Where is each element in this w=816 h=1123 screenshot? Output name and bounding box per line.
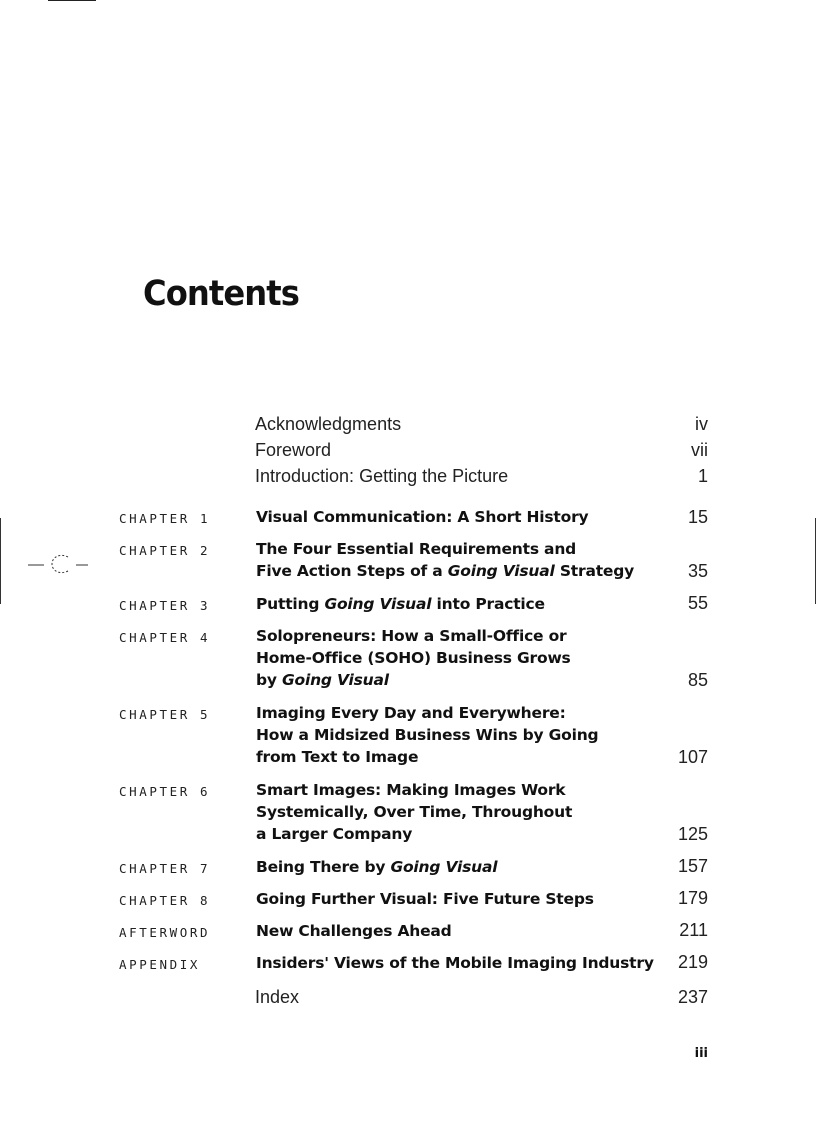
chapter-label: CHAPTER 5 <box>119 707 211 722</box>
toc-page-chapter-5: 107 <box>677 747 708 767</box>
toc-page-chapter-4: 85 <box>687 670 708 690</box>
toc-entry-acknowledgments[interactable]: Acknowledgments <box>255 414 402 434</box>
registration-mark-icon <box>22 547 98 579</box>
toc-page-chapter-6: 125 <box>677 824 708 844</box>
chapter-title-line: Going Further Visual: Five Future Steps <box>256 890 594 908</box>
left-edge-mark <box>0 518 1 604</box>
toc-entry-appendix[interactable] <box>256 952 654 974</box>
chapter-label: CHAPTER 3 <box>119 598 211 613</box>
toc-entry-afterword[interactable] <box>256 920 452 942</box>
toc-entry-chapter-2[interactable] <box>256 538 634 582</box>
appendix-label: APPENDIX <box>119 957 201 972</box>
chapter-title-line: Smart Images: Making Images Work <box>256 781 566 799</box>
chapter-title-line: Solopreneurs: How a Small-Office or <box>256 627 567 645</box>
toc-page-chapter-2: 35 <box>687 561 708 581</box>
toc-entry-chapter-3[interactable] <box>256 593 545 615</box>
afterword-label: AFTERWORD <box>119 925 211 940</box>
toc-page-index: 237 <box>677 987 708 1007</box>
toc-page-afterword: 211 <box>679 920 708 940</box>
chapter-title-line: from Text to Image <box>256 748 419 766</box>
toc-entry-chapter-6[interactable] <box>256 779 572 845</box>
toc-page-chapter-3: 55 <box>687 593 708 613</box>
page-title: Contents <box>143 274 300 314</box>
toc-page-foreword: vii <box>691 440 708 460</box>
toc-page-chapter-7: 157 <box>677 856 708 876</box>
chapter-title-line: Imaging Every Day and Everywhere: <box>256 704 566 722</box>
toc-entry-chapter-4[interactable] <box>256 625 571 691</box>
toc-page-appendix: 219 <box>677 952 708 972</box>
chapter-title-line: Being There by Going Visual <box>256 858 498 876</box>
toc-entry-index[interactable]: Index <box>255 987 300 1007</box>
page-number: iii <box>694 1046 708 1061</box>
toc-entry-introduction[interactable]: Introduction: Getting the Picture <box>255 466 509 486</box>
toc-entry-foreword[interactable]: Foreword <box>255 440 332 460</box>
chapter-title-line: How a Midsized Business Wins by Going <box>256 726 599 744</box>
toc-page-introduction: 1 <box>697 466 708 486</box>
chapter-label: CHAPTER 1 <box>119 511 211 526</box>
toc-page-acknowledgments: iv <box>695 414 708 434</box>
chapter-title-line: Putting Going Visual into Practice <box>256 595 545 613</box>
top-rule <box>48 0 96 1</box>
chapter-label: CHAPTER 2 <box>119 543 211 558</box>
toc-page-chapter-1: 15 <box>687 507 708 527</box>
chapter-label: CHAPTER 6 <box>119 784 211 799</box>
chapter-title-line: a Larger Company <box>256 825 413 843</box>
toc-entry-chapter-5[interactable] <box>256 702 598 768</box>
chapter-label: CHAPTER 4 <box>119 630 211 645</box>
toc-entry-chapter-1[interactable] <box>256 506 588 528</box>
chapter-title-line: Visual Communication: A Short History <box>256 508 589 526</box>
toc-entry-chapter-8[interactable] <box>256 888 594 910</box>
toc-page-chapter-8: 179 <box>677 888 708 908</box>
chapter-title-line: Systemically, Over Time, Throughout <box>256 803 573 821</box>
chapter-title-line: Five Action Steps of a Going Visual Strategy <box>256 562 635 580</box>
chapter-label: CHAPTER 7 <box>119 861 211 876</box>
chapter-title-line: New Challenges Ahead <box>256 922 452 940</box>
chapter-title-line: Home-Office (SOHO) Business Grows <box>256 649 571 667</box>
chapter-title-line: by Going Visual <box>256 671 389 689</box>
chapter-title-line: Insiders' Views of the Mobile Imaging Industry <box>256 954 654 972</box>
chapter-title-line: The Four Essential Requirements and <box>256 540 577 558</box>
chapter-label: CHAPTER 8 <box>119 893 211 908</box>
toc-entry-chapter-7[interactable] <box>256 856 497 878</box>
